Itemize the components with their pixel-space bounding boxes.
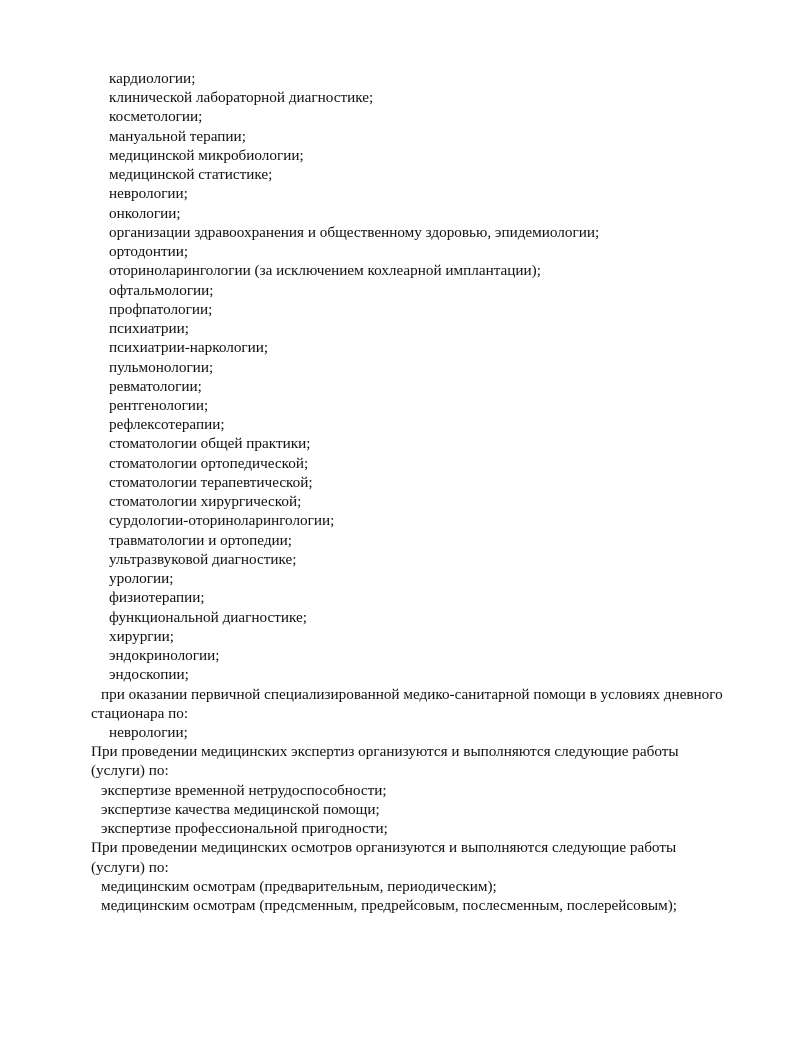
- list-item: экспертизе качества медицинской помощи;: [101, 800, 380, 818]
- list-item: клинической лабораторной диагностике;: [109, 89, 374, 107]
- list-item: стоматологии ортопедической;: [109, 454, 309, 472]
- list-item: косметологии;: [109, 108, 203, 126]
- list-item: медицинской статистике;: [109, 166, 273, 184]
- list-item: хирургии;: [109, 627, 175, 645]
- list-item: сурдологии-оториноларингологии;: [109, 512, 335, 530]
- section-heading: при оказании первичной специализированной медико-санитарной помощи в условиях дневного: [101, 685, 723, 703]
- list-item: функциональной диагностике;: [109, 608, 307, 626]
- list-item: профпатологии;: [109, 300, 213, 318]
- list-item: офтальмологии;: [109, 281, 214, 299]
- list-item: рефлексотерапии;: [109, 416, 225, 434]
- list-item: психиатрии-наркологии;: [109, 339, 269, 357]
- list-item: неврологии;: [109, 185, 188, 203]
- list-item: стоматологии терапевтической;: [109, 473, 313, 491]
- document-page: [91, 69, 771, 915]
- list-item: оториноларингологии (за исключением кохлеарной имплантации);: [109, 262, 541, 280]
- list-item: урологии;: [109, 570, 174, 588]
- list-item: ультразвуковой диагностике;: [109, 550, 297, 568]
- list-item: эндоскопии;: [109, 666, 189, 684]
- expertise-section: [91, 742, 771, 838]
- list-item: организации здравоохранения и общественному здоровью, эпидемиологии;: [109, 223, 600, 241]
- day-hospital-section: [91, 685, 771, 743]
- list-item: кардиологии;: [109, 70, 196, 87]
- examinations-section: [91, 838, 771, 915]
- list-item: эндокринологии;: [109, 647, 220, 665]
- list-item: стоматологии хирургической;: [109, 493, 302, 511]
- list-item: неврологии;: [109, 723, 188, 741]
- section-heading: При проведении медицинских экспертиз организуются и выполняются следующие работы: [91, 743, 679, 761]
- section-heading-continuation: стационара по:: [91, 704, 189, 722]
- list-item: экспертизе временной нетрудоспособности;: [101, 781, 387, 799]
- list-item: рентгенологии;: [109, 396, 209, 414]
- list-item: медицинской микробиологии;: [109, 146, 304, 164]
- list-item: физиотерапии;: [109, 589, 205, 607]
- section-heading-continuation: (услуги) по:: [91, 858, 169, 876]
- section-heading-continuation: (услуги) по:: [91, 762, 169, 780]
- list-item: стоматологии общей практики;: [109, 435, 311, 453]
- list-item: ревматологии;: [109, 377, 202, 395]
- specialty-list: [91, 69, 771, 685]
- list-item: мануальной терапии;: [109, 127, 246, 145]
- list-item: психиатрии;: [109, 320, 189, 338]
- list-item: ортодонтии;: [109, 243, 189, 261]
- list-item: онкологии;: [109, 204, 181, 222]
- list-item: медицинским осмотрам (предварительным, периодическим);: [101, 877, 497, 895]
- list-item: травматологии и ортопедии;: [109, 531, 293, 549]
- list-item: пульмонологии;: [109, 358, 214, 376]
- section-heading: При проведении медицинских осмотров организуются и выполняются следующие работы: [91, 839, 677, 857]
- list-item: экспертизе профессиональной пригодности;: [101, 820, 388, 838]
- list-item: медицинским осмотрам (предсменным, предрейсовым, послесменным, послерейсовым);: [101, 897, 678, 915]
